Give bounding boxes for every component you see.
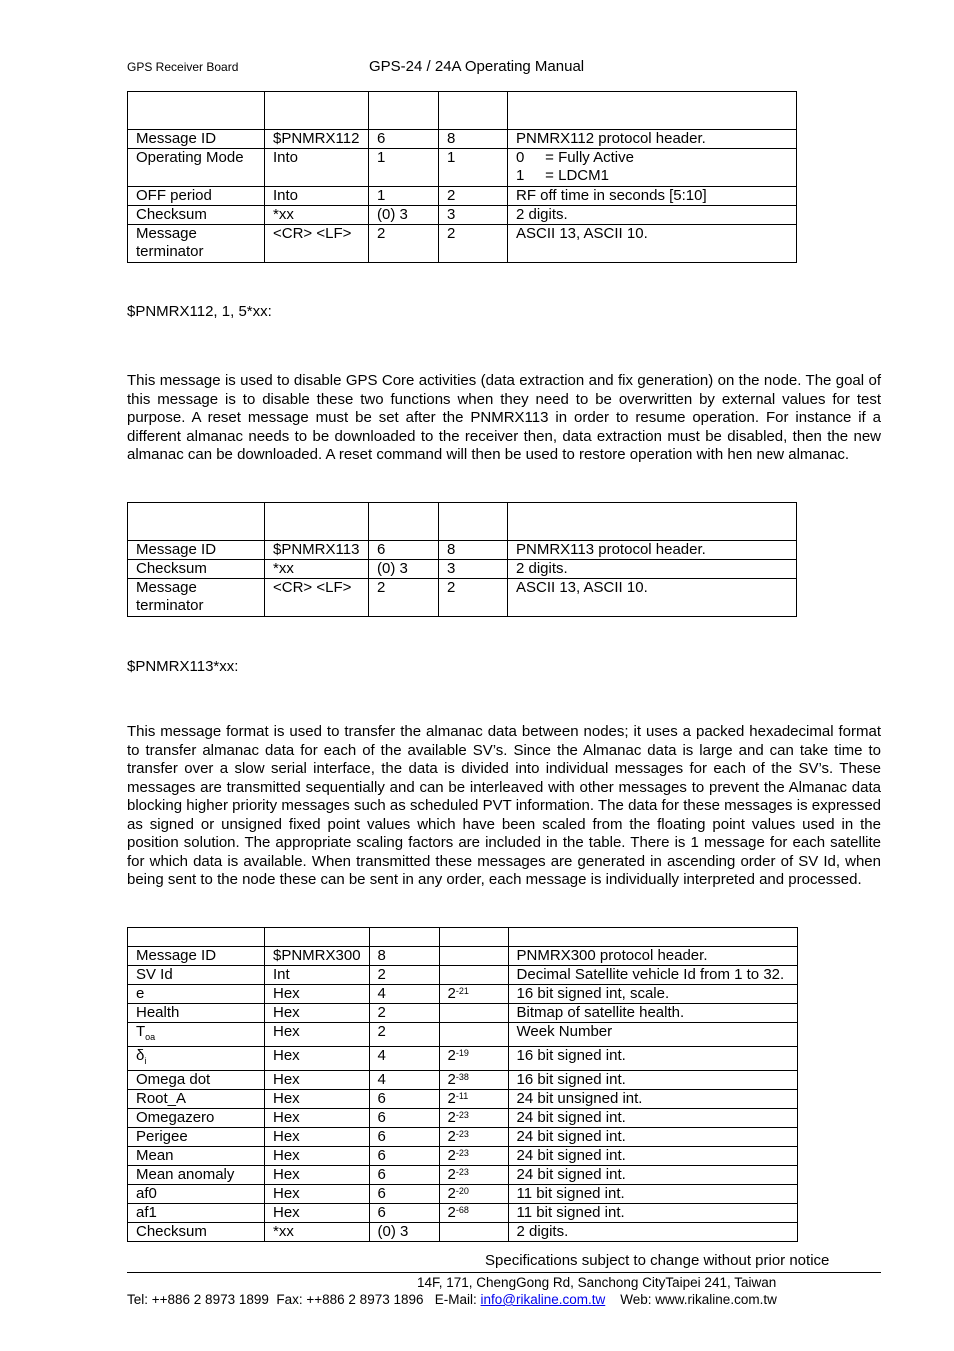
field-len-cell: 6	[369, 1204, 439, 1223]
table-cell: 2 digits.	[508, 560, 797, 579]
field-len-cell: 4	[369, 985, 439, 1004]
field-name-subscript: oa	[145, 1032, 156, 1042]
page-title: GPS-24 / 24A Operating Manual	[369, 58, 585, 75]
field-scale-cell	[439, 966, 508, 985]
table-row	[128, 1004, 798, 1023]
scale-base: 2	[447, 1109, 456, 1126]
field-name-cell	[128, 1223, 265, 1242]
table-cell: (0) 3	[369, 560, 439, 579]
table-cell: Message terminator	[128, 579, 265, 617]
field-name-cell	[128, 1090, 265, 1109]
field-len-cell: 6	[369, 1166, 439, 1185]
field-description-cell: 2 digits.	[508, 1223, 797, 1242]
field-name-cell	[128, 1023, 265, 1047]
field-name: T	[136, 1023, 146, 1040]
pnmrx113-table-body	[128, 503, 797, 617]
table-cell: Operating Mode	[128, 149, 265, 187]
field-type-cell: Hex	[265, 1004, 370, 1023]
footer-phone-fax: Tel: ++886 2 8973 1899 Fax: ++886 2 8973 1896 E-Mail:	[127, 1292, 481, 1307]
table-row	[128, 1147, 798, 1166]
table-cell: <CR> <LF>	[265, 225, 369, 263]
field-type-cell: Hex	[265, 1023, 370, 1047]
field-name-cell	[128, 1185, 265, 1204]
table-row	[128, 130, 797, 149]
field-len-cell: 2	[369, 1004, 439, 1023]
table-row	[128, 1090, 798, 1109]
table-cell: 2	[439, 579, 508, 617]
table-row	[128, 149, 797, 187]
field-len-cell: 6	[369, 1147, 439, 1166]
scale-base: 2	[447, 1204, 456, 1221]
field-name-cell	[128, 1166, 265, 1185]
field-description-cell: 24 bit signed int.	[508, 1166, 797, 1185]
table-cell: PNMRX113 protocol header.	[508, 541, 797, 560]
field-type-cell: Hex	[265, 1109, 370, 1128]
pnmrx300-table-body	[128, 928, 798, 1242]
header-left-label: GPS Receiver Board	[127, 60, 239, 74]
scale-exponent: -11	[455, 1091, 469, 1101]
field-name: δ	[136, 1047, 145, 1064]
field-name: Root_A	[136, 1090, 187, 1107]
field-scale-cell	[439, 1128, 508, 1147]
field-name-cell	[128, 1204, 265, 1223]
field-type-cell: Hex	[265, 1185, 370, 1204]
scale-exponent: -19	[455, 1048, 469, 1058]
footer-address: 14F, 171, ChengGong Rd, Sanchong CityTaipei 241, Taiwan	[417, 1275, 777, 1290]
table-cell: 2	[439, 225, 508, 263]
pnmrx113-description: This message is used to disable GPS Core activities (data extraction and fix generation) on the node. The goal of this message is to disable these two functions when they need to be overwritten by external values for test purpose. A reset message must be set after the PNMRX113 in order to resume operation. For instance if a different almanac needs to be downloaded to the receiver then, data extraction must be disabled, then the new almanac can be downloaded. A reset command will then be used to restore operation with hen new almanac.	[127, 372, 881, 463]
table-row	[128, 225, 797, 263]
table-header-row	[128, 503, 797, 541]
field-type-cell: Hex	[265, 1147, 370, 1166]
scale-base: 2	[447, 1071, 456, 1088]
field-scale-cell	[439, 985, 508, 1004]
field-name-cell	[128, 1004, 265, 1023]
table-row	[128, 966, 798, 985]
field-name: Mean anomaly	[136, 1166, 235, 1183]
table-cell: 8	[439, 541, 508, 560]
scale-base: 2	[447, 1166, 456, 1183]
pnmrx300-table	[127, 927, 798, 1242]
scale-exponent: -38	[455, 1072, 469, 1082]
table-cell: 1	[369, 149, 439, 187]
table-row	[128, 1204, 798, 1223]
pnmrx112-table	[127, 91, 797, 263]
scale-exponent: -23	[455, 1110, 469, 1120]
field-name: Message ID	[136, 947, 217, 964]
table-row	[128, 1047, 798, 1071]
footer-contact	[127, 1292, 777, 1307]
table-header-row	[128, 92, 797, 130]
field-type-cell: *xx	[265, 1223, 370, 1242]
pnmrx112-table-body	[128, 92, 797, 263]
field-type-cell: Hex	[265, 1128, 370, 1147]
scale-exponent: -68	[455, 1205, 469, 1215]
scale-exponent: -20	[455, 1186, 469, 1196]
field-name-cell	[128, 1109, 265, 1128]
scale-base: 2	[447, 1128, 456, 1145]
field-scale-cell	[439, 947, 508, 966]
pnmrx113-table	[127, 502, 797, 617]
field-name: Omega dot	[136, 1071, 211, 1088]
table-cell: 2	[369, 225, 439, 263]
scale-base: 2	[447, 1147, 456, 1164]
field-name: Mean	[136, 1147, 174, 1164]
field-type-cell: Hex	[265, 1090, 370, 1109]
pnmrx112-example: $PNMRX112, 1, 5*xx:	[127, 303, 272, 320]
table-cell: 2	[439, 187, 508, 206]
field-description-cell: 11 bit signed int.	[508, 1185, 797, 1204]
scale-base: 2	[447, 985, 456, 1002]
scale-base: 2	[447, 1185, 456, 1202]
table-row	[128, 1223, 798, 1242]
table-cell: RF off time in seconds [5:10]	[508, 187, 797, 206]
field-scale-cell	[439, 1223, 508, 1242]
field-type-cell: Hex	[265, 1071, 370, 1090]
table-cell: Into	[265, 187, 369, 206]
table-cell: Message ID	[128, 130, 265, 149]
scale-exponent: -21	[455, 986, 469, 996]
email-link[interactable]: info@rikaline.com.tw	[480, 1292, 606, 1307]
scale-exponent: -23	[455, 1129, 469, 1139]
field-scale-cell	[439, 1023, 508, 1047]
field-scale-cell	[439, 1071, 508, 1090]
footer-notice: Specifications subject to change without prior notice	[485, 1252, 830, 1269]
table-cell: ASCII 13, ASCII 10.	[508, 225, 797, 263]
field-name-cell	[128, 1071, 265, 1090]
field-description-cell: 16 bit signed int, scale.	[508, 985, 797, 1004]
field-name: e	[136, 985, 145, 1002]
field-name: Checksum	[136, 1223, 207, 1240]
field-name: Omegazero	[136, 1109, 215, 1126]
scale-base: 2	[447, 1090, 456, 1107]
field-description-cell: 24 bit unsigned int.	[508, 1090, 797, 1109]
table-cell: 2 digits.	[508, 206, 797, 225]
table-cell: Checksum	[128, 560, 265, 579]
field-len-cell: 6	[369, 1128, 439, 1147]
table-cell: $PNMRX112	[265, 130, 369, 149]
field-scale-cell	[439, 1166, 508, 1185]
field-name-cell	[128, 966, 265, 985]
field-scale-cell	[439, 1090, 508, 1109]
table-cell: Checksum	[128, 206, 265, 225]
table-cell: 1	[369, 187, 439, 206]
field-description-cell: 11 bit signed int.	[508, 1204, 797, 1223]
scale-base: 2	[447, 1047, 456, 1064]
table-row	[128, 579, 797, 617]
field-type-cell: Int	[265, 966, 370, 985]
field-len-cell: 4	[369, 1047, 439, 1071]
table-cell: ASCII 13, ASCII 10.	[508, 579, 797, 617]
field-description-cell: 16 bit signed int.	[508, 1047, 797, 1071]
field-description-cell: Decimal Satellite vehicle Id from 1 to 32.	[508, 966, 797, 985]
field-type-cell: Hex	[265, 1047, 370, 1071]
table-row	[128, 1109, 798, 1128]
field-name: af0	[136, 1185, 157, 1202]
table-cell: *xx	[265, 206, 369, 225]
field-scale-cell	[439, 1109, 508, 1128]
field-len-cell: (0) 3	[369, 1223, 439, 1242]
field-name: Perigee	[136, 1128, 188, 1145]
field-len-cell: 6	[369, 1109, 439, 1128]
table-row	[128, 560, 797, 579]
table-row	[128, 187, 797, 206]
table-cell: 3	[439, 560, 508, 579]
table-row	[128, 1023, 798, 1047]
table-cell: Message ID	[128, 541, 265, 560]
field-description-cell: 24 bit signed int.	[508, 1128, 797, 1147]
table-cell: 3	[439, 206, 508, 225]
field-len-cell: 6	[369, 1090, 439, 1109]
field-scale-cell	[439, 1204, 508, 1223]
scale-exponent: -23	[455, 1148, 469, 1158]
table-row	[128, 1128, 798, 1147]
field-type-cell: $PNMRX300	[265, 947, 370, 966]
field-name: af1	[136, 1204, 157, 1221]
field-type-cell: Hex	[265, 1204, 370, 1223]
table-cell: OFF period	[128, 187, 265, 206]
field-description-cell: 24 bit signed int.	[508, 1147, 797, 1166]
table-row	[128, 947, 798, 966]
table-row	[128, 541, 797, 560]
table-cell: 0 = Fully Active 1 = LDCM1	[508, 149, 797, 187]
table-cell: 2	[369, 579, 439, 617]
field-name: Health	[136, 1004, 180, 1021]
field-name-cell	[128, 1047, 265, 1071]
table-row	[128, 1185, 798, 1204]
table-cell: *xx	[265, 560, 369, 579]
field-len-cell: 8	[369, 947, 439, 966]
table-cell: Message terminator	[128, 225, 265, 263]
table-cell: 8	[439, 130, 508, 149]
table-cell: 1	[439, 149, 508, 187]
field-name: SV Id	[136, 966, 173, 983]
field-name-cell	[128, 985, 265, 1004]
field-len-cell: 6	[369, 1185, 439, 1204]
field-scale-cell	[439, 1185, 508, 1204]
field-name-cell	[128, 947, 265, 966]
pnmrx300-description: This message format is used to transfer the almanac data between nodes; it uses a packed hexadecimal format to transfer almanac data for each of the available SV’s. Since the Almanac data is large and can take time to transfer over a slow serial interface, the data is divided into individual messages for each of the SV’s. These messages are transmitted sequentially and can be interleaved with other messages to prevent the Almanac data blocking higher priority messages such as scheduled PVT information. The data for these messages is expressed as signed or unsigned fixed point values which have been scaled from the floating point values used in the position solution. The appropriate scaling factors are included in the table. There is 1 message for each satellite for which data is available. When transmitted these messages are generated in ascending order of SV Id, when being sent to the node these can be sent in any order, each message is individually interpreted and processed.	[127, 723, 881, 888]
field-scale-cell	[439, 1147, 508, 1166]
field-type-cell: Hex	[265, 985, 370, 1004]
table-cell: $PNMRX113	[265, 541, 369, 560]
field-name-cell	[128, 1128, 265, 1147]
table-cell: 6	[369, 130, 439, 149]
field-description-cell: PNMRX300 protocol header.	[508, 947, 797, 966]
field-description-cell: 16 bit signed int.	[508, 1071, 797, 1090]
table-cell: 6	[369, 541, 439, 560]
field-description-cell: Bitmap of satellite health.	[508, 1004, 797, 1023]
table-row	[128, 206, 797, 225]
table-row	[128, 985, 798, 1004]
table-cell: PNMRX112 protocol header.	[508, 130, 797, 149]
field-len-cell: 2	[369, 966, 439, 985]
field-len-cell: 2	[369, 1023, 439, 1047]
field-name-cell	[128, 1147, 265, 1166]
scale-exponent: -23	[455, 1167, 469, 1177]
footer-web: Web: www.rikaline.com.tw	[620, 1292, 777, 1307]
table-row	[128, 1166, 798, 1185]
field-type-cell: Hex	[265, 1166, 370, 1185]
table-cell: <CR> <LF>	[265, 579, 369, 617]
table-cell: (0) 3	[369, 206, 439, 225]
table-row	[128, 1071, 798, 1090]
field-scale-cell	[439, 1004, 508, 1023]
field-len-cell: 4	[369, 1071, 439, 1090]
field-description-cell: 24 bit signed int.	[508, 1109, 797, 1128]
table-cell: Into	[265, 149, 369, 187]
field-description-cell: Week Number	[508, 1023, 797, 1047]
table-header-row	[128, 928, 798, 947]
pnmrx113-example: $PNMRX113*xx:	[127, 658, 239, 675]
footer-divider	[127, 1272, 881, 1273]
field-name-subscript: i	[144, 1056, 147, 1066]
field-scale-cell	[439, 1047, 508, 1071]
